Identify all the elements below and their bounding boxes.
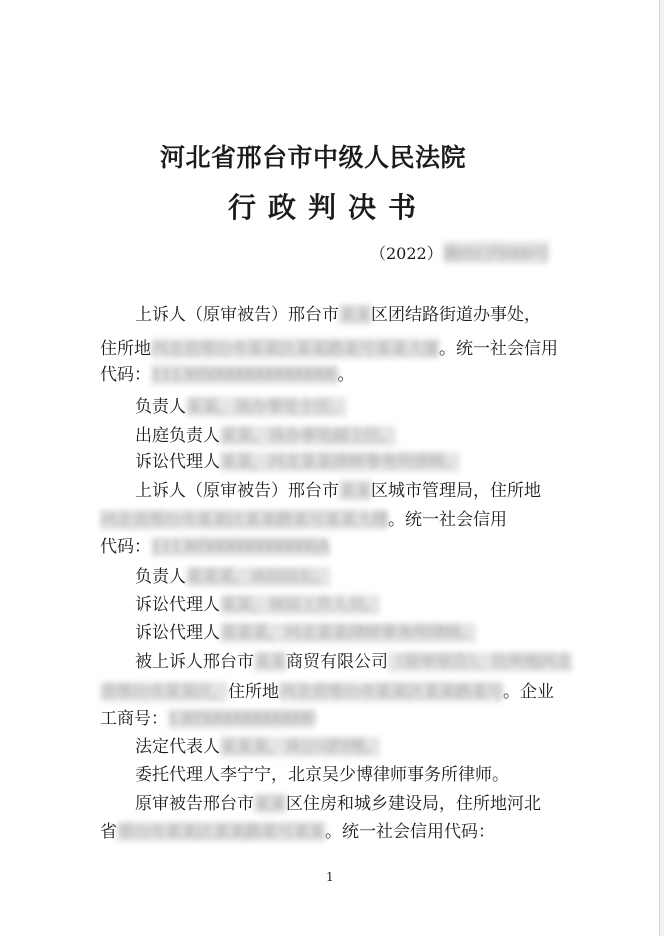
para-line-10: 负责人某某某，该局局长。: [135, 567, 330, 587]
case-year: （2022）: [370, 244, 443, 263]
para-line-8: 河北省邢台市某某区某某路某号某某大楼。统一社会信用: [100, 510, 507, 530]
para-line-2: 住所地河北省邢台市某某区某某路某号某某大厦。统一社会信用: [100, 339, 558, 359]
para-line-5: 出庭负责人某某，该办事处副主任。: [135, 426, 396, 446]
para-line-3: 代码：1113050000000000000。: [100, 365, 355, 385]
para-line-19: 省邢台市某某区某某路某号某某。统一社会信用代码：: [100, 822, 495, 842]
para-line-7: 上诉人（原审被告）邢台市某某区城市管理局，住所地: [135, 481, 541, 501]
redacted-case-number: 冀05行终000号: [443, 241, 549, 264]
para-line-13: 被上诉人邢台市某某商贸有限公司（原审原告），住所地河北: [135, 652, 572, 672]
para-line-1: 上诉人（原审被告）邢台市某某区团结路街道办事处，: [135, 305, 541, 325]
para-line-4: 负责人某某，该办事处主任。: [135, 397, 346, 417]
para-line-16: 法定代表人某某某，该公司经理。: [135, 737, 380, 757]
para-line-18: 原审被告邢台市某某区住房和城乡建设局，住所地河北: [135, 794, 541, 814]
para-line-17: 委托代理人李宁宁，北京吴少博律师事务所律师。: [135, 765, 509, 785]
para-line-12: 诉讼代理人某某某，河北某某律师事务所律师。: [135, 623, 476, 643]
court-name: 河北省邢台市中级人民法院: [160, 143, 467, 172]
case-number: [370, 241, 549, 264]
page-edge: [659, 0, 664, 936]
page-number: 1: [326, 870, 334, 884]
para-line-11: 诉讼代理人某某，该局工作人员。: [135, 595, 380, 615]
para-line-6: 诉讼代理人某某，河北某某律师事务所律师。: [135, 452, 460, 472]
para-line-9: 代码：11130500000000000A: [100, 537, 330, 557]
para-line-14: 省邢台市某某区，住所地河北省邢台市某某区某某路某号。企业: [100, 682, 554, 702]
para-line-15: 工商号：130500000000000: [100, 709, 316, 729]
document-type: 行政判决书: [228, 191, 429, 224]
